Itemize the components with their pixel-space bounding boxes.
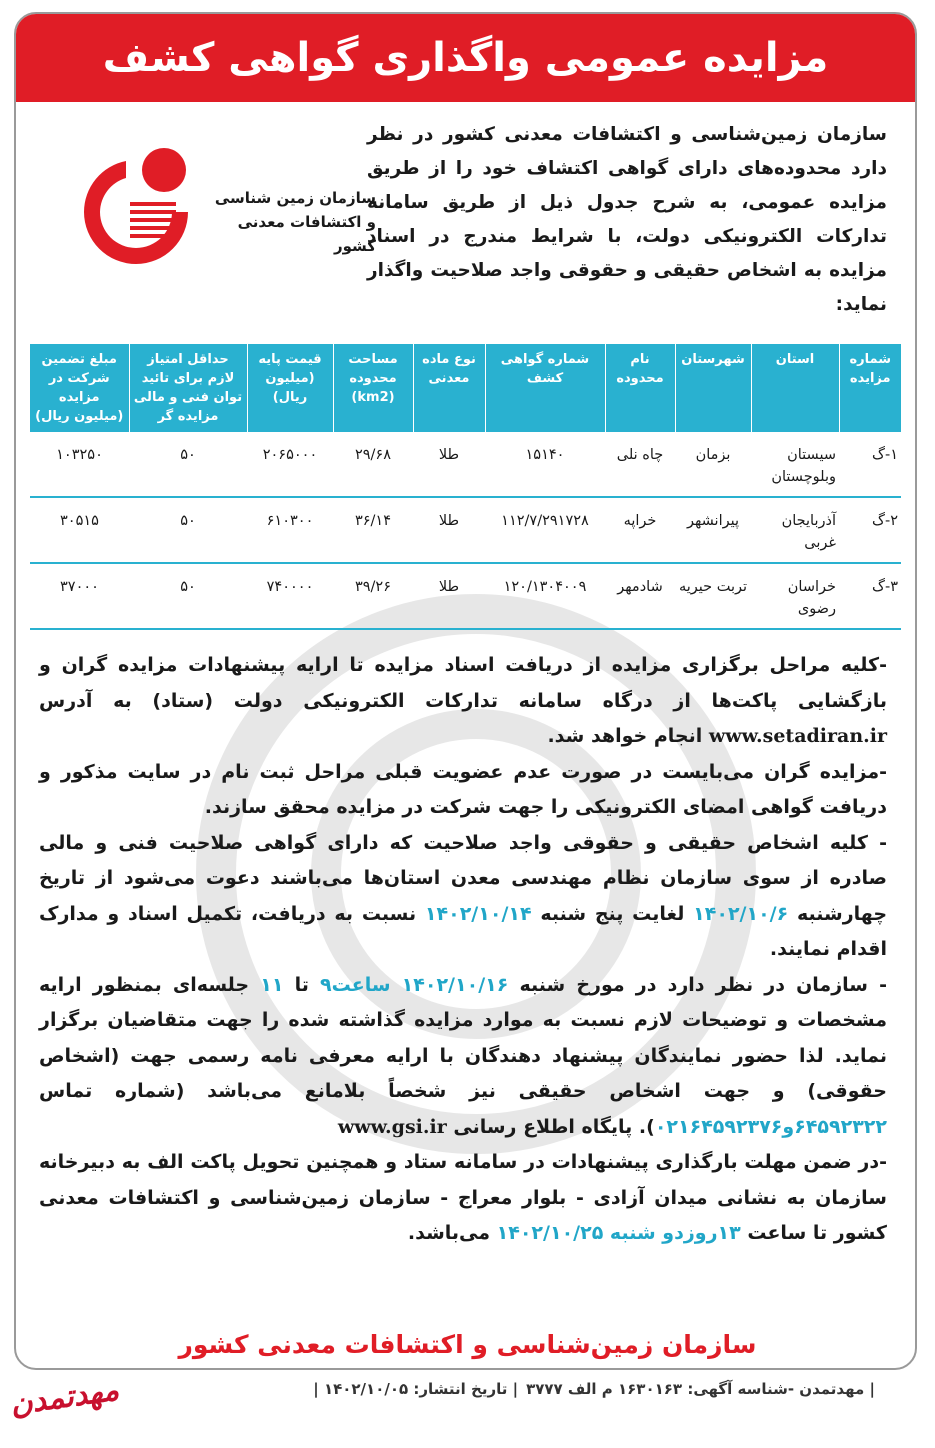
table-row: ۳-گ خراسان رضوی تربت حیریه شادمهر ۱۲۰/۱۳۰۴۰۰۹ طلا ۳۹/۲۶ ۷۴۰۰۰۰ ۵۰ ۳۷۰۰۰ (30, 563, 901, 629)
header-certificate-number: شماره گواهی کشف (485, 344, 605, 432)
meeting-end-time: ۱۱ (260, 973, 284, 996)
conditions-body (39, 648, 887, 1252)
meeting-date: ۱۴۰۲/۱۰/۱۶ ساعت۹ (320, 973, 509, 996)
condition-2: -مزایده گران می‌بایست در صورت عدم عضویت قبلی مراحل ثبت نام در سایت مذکور و دریافت گواهی امضای الکترونیکی را جهت شرکت در مزایده محقق سازند. (39, 760, 887, 818)
footer-date: | تاریخ انتشار: ۱۴۰۲/۱۰/۰۵ | (313, 1380, 519, 1398)
table-row: ۱-گ سیستان وبلوچستان بزمان چاه نلی ۱۵۱۴۰ طلا ۲۹/۶۸ ۲۰۶۵۰۰۰ ۵۰ ۱۰۳۲۵۰ (30, 432, 901, 497)
setadiran-link[interactable]: www.setadiran.ir (708, 725, 887, 747)
gsi-link[interactable]: www.gsi.ir (337, 1115, 447, 1138)
table-row: ۲-گ آذربایجان غربی پیرانشهر خراپه ۱۱۲/۷/۲۹۱۷۲۸ طلا ۳۶/۱۴ ۶۱۰۳۰۰ ۵۰ ۳۰۵۱۵ (30, 497, 901, 563)
title-banner (16, 14, 915, 102)
header-mineral-type: نوع ماده معدنی (413, 344, 485, 432)
header-city: شهرستان (675, 344, 751, 432)
organization-logo (36, 142, 376, 282)
header-min-score: حداقل امتیاز لازم برای تائید توان فنی و مالی مزایده گر (129, 344, 247, 432)
page-title: مزایده عمومی واگذاری گواهی کشف (102, 35, 829, 81)
newspaper-brand-logo: مهدتمدن (8, 1372, 122, 1423)
logo-text: سازمان زمین شناسی و اکتشافات معدنی کشور (214, 189, 376, 255)
intro-paragraph: سازمان زمین‌شناسی و اکتشافات معدنی کشور در نظر دارد محدوده‌های دارای گواهی اکتشاف خود را از طریق مزایده عمومی، به شرح جدول ذیل از طریق سامانه تدارکات الکترونیکی دولت، با شرایط مندرج در اسناد مزایده به اشخاص حقیقی و حقوقی واجد صلاحیت واگذار نماید: (367, 124, 887, 315)
condition-1: -کلیه مراحل برگزاری مزایده از دریافت اسناد مزایده تا ارایه پیشنهادات مزایده گران و بازگشایی پاکت‌ها از درگاه سامانه تدارکات الکترونیکی دولت (ستاد) به آدرس www.setadiran.ir انجام خواهد شد. (39, 654, 887, 747)
condition-3: - کلیه اشخاص حقیقی و حقوقی واجد صلاحیت که دارای گواهی صلاحیت فنی و مالی صادره از سوی سازمان نظام مهندسی معدن استان‌ها می‌باشند دعوت می‌شود از تاریخ چهارشنبه ۱۴۰۲/۱۰/۶ لغایت پنج شنبه ۱۴۰۲/۱۰/۱۴ نسبت به دریافت، تکمیل اسناد و مدارک اقدام نمایند. (39, 831, 888, 960)
header-area-size: مساحت محدوده (km2) (333, 344, 413, 432)
table-header-row (30, 344, 901, 432)
contact-phones: ۶۴۵۹۲۳۲۲و۰۲۱۶۴۵۹۲۳۷۶ (654, 1115, 887, 1138)
footer (95, 1380, 875, 1398)
gsi-logo-icon (66, 142, 206, 282)
footer-source: | مهدتمدن -شناسه آگهی: ۱۶۳۰۱۶۳ م الف ۳۷۷۷ (526, 1380, 875, 1398)
signature: سازمان زمین‌شناسی و اکتشافات معدنی کشور (178, 1330, 757, 1359)
header-auction-number: شماره مزایده (839, 344, 901, 432)
deadline-time: ۱۳روزدو شنبه (609, 1222, 741, 1244)
advertisement-frame (14, 12, 917, 1370)
end-date: ۱۴۰۲/۱۰/۱۴ (424, 902, 532, 925)
condition-4: - سازمان در نظر دارد در مورخ شنبه ۱۴۰۲/۱۰/۱۶ ساعت۹ تا ۱۱ جلسه‌ای بمنظور ارایه مشخصات و توضیحات لازم نسبت به موارد مزایده گذاشته شده را جهت متقاضیان برگزار نماید. لذا حضور نمایندگان پیشنهاد دهندگان با ارایه معرفی نامه رسمی جهت (اشخاص حقوقی) و جهت اشخاص حقیقی نیز شخصاً بلامانع می‌باشد (شماره تماس ۶۴۵۹۲۳۲۲و۰۲۱۶۴۵۹۲۳۷۶). پایگاه اطلاع رسانی www.gsi.ir (39, 973, 887, 1138)
auction-table (30, 344, 901, 630)
start-date: ۱۴۰۲/۱۰/۶ (693, 902, 789, 925)
header-guarantee-amount: مبلغ تضمین شرکت در مزایده (میلیون ریال) (30, 344, 129, 432)
header-province: استان (751, 344, 839, 432)
deadline-date: ۱۴۰۲/۱۰/۲۵ (496, 1222, 604, 1244)
condition-5: -در ضمن مهلت بارگذاری پیشنهادات در سامانه ستاد و همچنین تحویل پاکت الف به دبیرخانه سازمان به نشانی میدان آزادی - بلوار معراج - سازمان زمین‌شناسی و اکتشافات معدنی کشور تا ساعت ۱۳روزدو شنبه ۱۴۰۲/۱۰/۲۵ می‌باشد. (39, 1151, 887, 1244)
header-area-name: نام محدوده (605, 344, 675, 432)
header-base-price: قیمت پایه (میلیون ریال) (247, 344, 333, 432)
